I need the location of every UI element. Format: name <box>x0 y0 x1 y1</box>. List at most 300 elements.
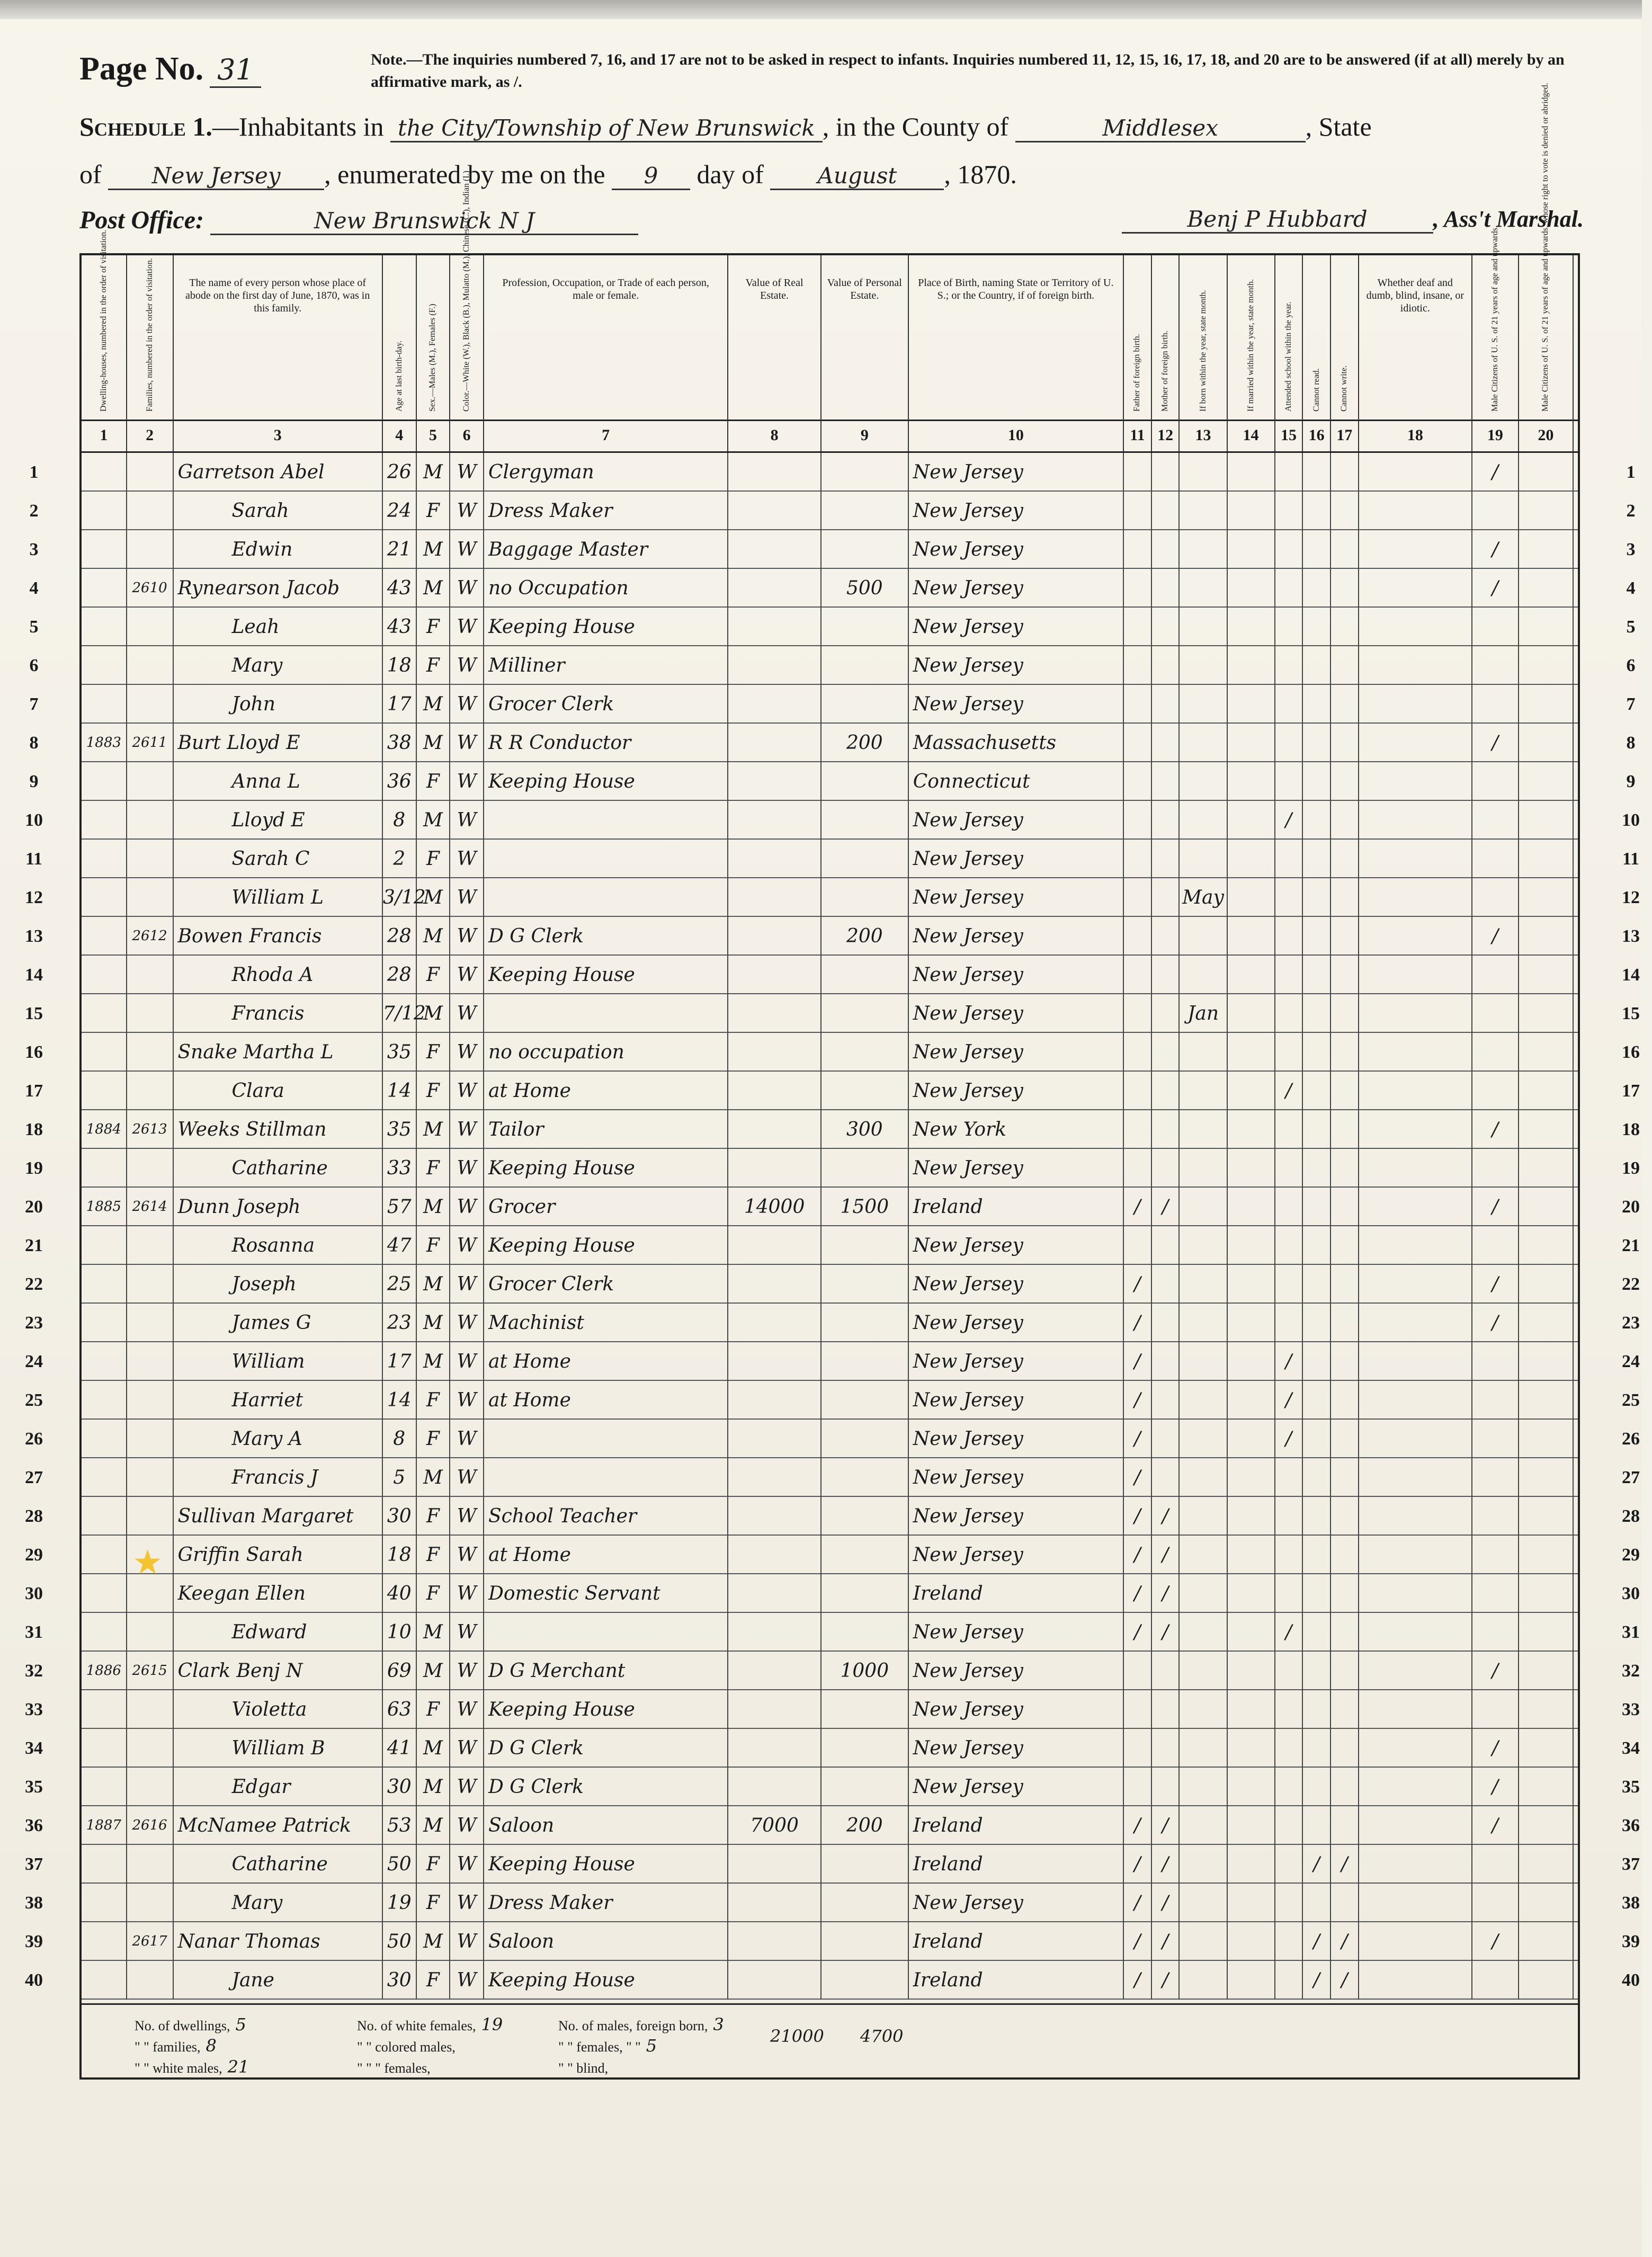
cell-cw <box>1331 1420 1359 1458</box>
cell-bm <box>1180 1420 1227 1458</box>
cell-pe <box>821 1613 909 1652</box>
cell-mm <box>1228 1188 1275 1226</box>
cell-re <box>728 646 821 685</box>
cell-birth: New Jersey <box>909 453 1124 492</box>
table-row <box>25 1845 1640 1884</box>
column-header-10 <box>909 255 1124 420</box>
cell-bm <box>1180 1149 1227 1188</box>
cell-occ: Keeping House <box>484 1961 728 2000</box>
cell-dw: 1883 <box>82 724 127 762</box>
cell-dw <box>82 1613 127 1652</box>
cell-c20 <box>1519 1536 1574 1574</box>
cell-cr <box>1303 1110 1331 1149</box>
cell-c20 <box>1519 1806 1574 1845</box>
cell-mm <box>1228 530 1275 569</box>
cell-birth: New Jersey <box>909 1265 1124 1304</box>
cell-re <box>728 724 821 762</box>
line-number-right: 20 <box>1622 1197 1640 1217</box>
cell-c19 <box>1472 685 1519 724</box>
cell-occ <box>484 840 728 878</box>
cell-sch: / <box>1275 1342 1303 1381</box>
cell-m <box>1152 917 1180 956</box>
cell-mm <box>1228 1884 1275 1922</box>
cell-sex: F <box>417 492 451 530</box>
cell-m: / <box>1152 1845 1180 1884</box>
cell-c19 <box>1472 1033 1519 1072</box>
column-number: 6 <box>450 420 484 451</box>
column-header-label: Attended school within the year. <box>1283 301 1293 412</box>
column-number: 7 <box>484 420 728 451</box>
cell-f <box>1124 1072 1152 1110</box>
cell-age: 35 <box>383 1110 417 1149</box>
cell-f: / <box>1124 1884 1152 1922</box>
table-row <box>25 956 1640 994</box>
cell-cw <box>1331 1536 1359 1574</box>
cell-mm <box>1228 762 1275 801</box>
cell-cr <box>1303 530 1331 569</box>
cell-re <box>728 1574 821 1613</box>
cell-m <box>1152 994 1180 1033</box>
cell-sex: M <box>417 1304 451 1342</box>
cell-color: W <box>450 1304 484 1342</box>
cell-re <box>728 1420 821 1458</box>
cell-pe <box>821 1884 909 1922</box>
cell-re <box>728 492 821 530</box>
column-header-18 <box>1359 255 1472 420</box>
cell-bm <box>1180 917 1227 956</box>
line-number-left: 12 <box>25 888 43 907</box>
line-number-right: 23 <box>1622 1313 1640 1333</box>
cell-sch <box>1275 1652 1303 1690</box>
line-number-right: 35 <box>1622 1777 1640 1797</box>
cell-sch <box>1275 608 1303 646</box>
cell-age: 2 <box>383 840 417 878</box>
cell-birth: New Jersey <box>909 1342 1124 1381</box>
cell-mm <box>1228 1574 1275 1613</box>
cell-c20 <box>1519 1033 1574 1072</box>
cell-birth: New York <box>909 1110 1124 1149</box>
column-number: 3 <box>174 420 383 451</box>
cell-sex: F <box>417 762 451 801</box>
cell-name: Garretson Abel <box>174 453 383 492</box>
cell-re <box>728 1729 821 1768</box>
cell-c20 <box>1519 453 1574 492</box>
cell-birth: Massachusetts <box>909 724 1124 762</box>
cell-cw <box>1331 994 1359 1033</box>
line-number-left: 3 <box>29 540 39 559</box>
cell-name: Nanar Thomas <box>174 1922 383 1961</box>
column-header-7 <box>484 255 728 420</box>
cell-re: 14000 <box>728 1188 821 1226</box>
line-number-left: 2 <box>29 501 39 521</box>
cell-def <box>1359 724 1472 762</box>
cell-cw <box>1331 1342 1359 1381</box>
cell-f <box>1124 1690 1152 1729</box>
cell-m <box>1152 1729 1180 1768</box>
state-field: New Jersey <box>108 163 324 190</box>
cell-c19 <box>1472 1149 1519 1188</box>
cell-fam <box>127 685 174 724</box>
cell-dw <box>82 1226 127 1265</box>
cell-bm <box>1180 956 1227 994</box>
cell-birth: New Jersey <box>909 492 1124 530</box>
line-number-left: 8 <box>29 733 39 753</box>
cell-f <box>1124 608 1152 646</box>
cell-cw <box>1331 1458 1359 1497</box>
column-header-17 <box>1331 255 1359 420</box>
cell-name: Sullivan Margaret <box>174 1497 383 1536</box>
table-row <box>29 569 1636 608</box>
cell-cr <box>1303 1652 1331 1690</box>
cell-c19 <box>1472 994 1519 1033</box>
cell-pe <box>821 1729 909 1768</box>
cell-pe <box>821 1342 909 1381</box>
cell-def <box>1359 530 1472 569</box>
cell-sch <box>1275 840 1303 878</box>
cell-pe: 200 <box>821 724 909 762</box>
cell-cw: / <box>1331 1845 1359 1884</box>
cell-birth: Ireland <box>909 1806 1124 1845</box>
table-row <box>25 1574 1640 1613</box>
cell-re <box>728 956 821 994</box>
page-label: Page No. <box>79 51 204 87</box>
cell-age: 41 <box>383 1729 417 1768</box>
cell-bm <box>1180 569 1227 608</box>
cell-name: Edgar <box>174 1768 383 1806</box>
cell-re <box>728 608 821 646</box>
post-office-line <box>79 206 638 235</box>
cell-dw <box>82 1536 127 1574</box>
cell-sex: M <box>417 1729 451 1768</box>
cell-sex: M <box>417 530 451 569</box>
line-number-right: 2 <box>1626 501 1636 521</box>
cell-fam <box>127 1884 174 1922</box>
cell-age: 43 <box>383 608 417 646</box>
cell-c20 <box>1519 1729 1574 1768</box>
cell-m <box>1152 1033 1180 1072</box>
cell-occ: D G Clerk <box>484 1729 728 1768</box>
cell-cr <box>1303 1420 1331 1458</box>
cell-occ: Keeping House <box>484 608 728 646</box>
cell-f: / <box>1124 1922 1152 1961</box>
cell-sch <box>1275 1188 1303 1226</box>
line-number-right: 3 <box>1626 540 1636 559</box>
cell-fam: 2610 <box>127 569 174 608</box>
cell-sch <box>1275 1536 1303 1574</box>
cell-cr <box>1303 453 1331 492</box>
column-header-13 <box>1180 255 1227 420</box>
table-row <box>25 1613 1640 1652</box>
line-number-right: 29 <box>1622 1545 1640 1565</box>
cell-sex: M <box>417 878 451 917</box>
cell-def <box>1359 685 1472 724</box>
cell-bm <box>1180 492 1227 530</box>
line-number-right: 22 <box>1622 1274 1640 1294</box>
cell-pe <box>821 1497 909 1536</box>
cell-cr <box>1303 608 1331 646</box>
cell-birth: New Jersey <box>909 1497 1124 1536</box>
cell-bm <box>1180 1768 1227 1806</box>
cell-birth: New Jersey <box>909 1536 1124 1574</box>
line-number-right: 32 <box>1622 1661 1640 1681</box>
cell-dw <box>82 762 127 801</box>
cell-birth: New Jersey <box>909 1149 1124 1188</box>
column-header-label: If born within the year, state month. <box>1198 290 1208 412</box>
column-header-label: Dwelling-houses, numbered in the order of visitation. <box>99 229 108 412</box>
cell-sch <box>1275 1922 1303 1961</box>
cell-m: / <box>1152 1922 1180 1961</box>
cell-age: 5 <box>383 1458 417 1497</box>
cell-birth: New Jersey <box>909 1226 1124 1265</box>
cell-c20 <box>1519 1304 1574 1342</box>
cell-pe <box>821 492 909 530</box>
column-number: 17 <box>1331 420 1359 451</box>
cell-name: Rhoda A <box>174 956 383 994</box>
cell-age: 30 <box>383 1497 417 1536</box>
cell-def <box>1359 762 1472 801</box>
cell-re <box>728 917 821 956</box>
cell-mm <box>1228 1845 1275 1884</box>
cell-cr <box>1303 1265 1331 1304</box>
cell-sex: F <box>417 1072 451 1110</box>
cell-mm <box>1228 1110 1275 1149</box>
cell-bm <box>1180 1845 1227 1884</box>
cell-bm <box>1180 1806 1227 1845</box>
cell-cr <box>1303 762 1331 801</box>
table-row <box>25 1922 1640 1961</box>
cell-cw <box>1331 1072 1359 1110</box>
cell-c19: / <box>1472 917 1519 956</box>
cell-sch <box>1275 1806 1303 1845</box>
line-number-left: 22 <box>25 1274 43 1294</box>
cell-m <box>1152 492 1180 530</box>
cell-c20 <box>1519 1845 1574 1884</box>
column-header-8 <box>728 255 821 420</box>
cell-name: Weeks Stillman <box>174 1110 383 1149</box>
cell-dw <box>82 1497 127 1536</box>
cell-birth: New Jersey <box>909 1613 1124 1652</box>
cell-cw <box>1331 1497 1359 1536</box>
cell-name: Joseph <box>174 1265 383 1304</box>
cell-age: 63 <box>383 1690 417 1729</box>
column-header-4 <box>383 255 417 420</box>
cell-c20 <box>1519 1884 1574 1922</box>
line-number-right: 31 <box>1622 1622 1640 1642</box>
table-row <box>29 685 1636 724</box>
line-number-left: 10 <box>25 810 43 830</box>
cell-def <box>1359 1265 1472 1304</box>
cell-bm <box>1180 1574 1227 1613</box>
cell-def <box>1359 1226 1472 1265</box>
cell-c19 <box>1472 1497 1519 1536</box>
column-header-5 <box>417 255 451 420</box>
cell-sch <box>1275 1690 1303 1729</box>
dwellings-count: No. of dwellings, 5 <box>135 2014 246 2035</box>
cell-color: W <box>450 1497 484 1536</box>
cell-dw <box>82 492 127 530</box>
cell-bm <box>1180 1304 1227 1342</box>
cell-cr <box>1303 685 1331 724</box>
line-number-right: 39 <box>1622 1932 1640 1951</box>
cell-fam <box>127 1768 174 1806</box>
cell-c19 <box>1472 608 1519 646</box>
cell-def <box>1359 878 1472 917</box>
cell-cr <box>1303 956 1331 994</box>
cell-re <box>728 1768 821 1806</box>
cell-sex: F <box>417 956 451 994</box>
cell-def <box>1359 1574 1472 1613</box>
cell-mm <box>1228 569 1275 608</box>
cell-color: W <box>450 1420 484 1458</box>
column-header-19 <box>1472 225 1519 420</box>
column-header-label: Cannot read. <box>1311 368 1321 412</box>
star-icon: ★ <box>132 1544 163 1581</box>
line-number-right: 14 <box>1622 965 1640 985</box>
cell-sex: F <box>417 1690 451 1729</box>
cell-m: / <box>1152 1884 1180 1922</box>
cell-cw <box>1331 1381 1359 1420</box>
cell-birth: New Jersey <box>909 1304 1124 1342</box>
cell-age: 53 <box>383 1806 417 1845</box>
cell-mm <box>1228 1342 1275 1381</box>
cell-fam <box>127 1420 174 1458</box>
cell-name: Clara <box>174 1072 383 1110</box>
page-number <box>79 50 261 88</box>
column-header-label: The name of every person whose place of abode on the first day of June, 1870, was in this family. <box>185 277 370 314</box>
line-number-left: 6 <box>29 656 39 675</box>
cell-occ: Keeping House <box>484 1226 728 1265</box>
cell-pe <box>821 1458 909 1497</box>
total-personal-estate: 4700 <box>860 2026 904 2046</box>
cell-cw <box>1331 801 1359 840</box>
cell-c20 <box>1519 994 1574 1033</box>
column-header-label: Cannot write. <box>1340 365 1349 412</box>
line-number-left: 38 <box>25 1893 43 1913</box>
column-header-2 <box>127 255 174 420</box>
post-office-field: New Brunswick N J <box>210 208 638 235</box>
cell-age: 35 <box>383 1033 417 1072</box>
column-header-14 <box>1228 255 1275 420</box>
table-row <box>25 1497 1640 1536</box>
cell-color: W <box>450 1149 484 1188</box>
column-header-3 <box>174 255 383 420</box>
cell-cr <box>1303 1304 1331 1342</box>
cell-occ: Saloon <box>484 1922 728 1961</box>
cell-fam <box>127 1381 174 1420</box>
cell-f <box>1124 1729 1152 1768</box>
cell-birth: Ireland <box>909 1188 1124 1226</box>
line-number-left: 14 <box>25 965 43 985</box>
cell-cr <box>1303 1188 1331 1226</box>
cell-cw <box>1331 1574 1359 1613</box>
cell-mm <box>1228 1690 1275 1729</box>
cell-sex: M <box>417 1265 451 1304</box>
cell-re <box>728 762 821 801</box>
table-row <box>25 878 1640 917</box>
cell-m: / <box>1152 1536 1180 1574</box>
cell-pe <box>821 1961 909 2000</box>
cell-fam <box>127 801 174 840</box>
foreign-females-count: " " females, " " 5 <box>558 2036 657 2056</box>
cell-name: Edwin <box>174 530 383 569</box>
cell-c20 <box>1519 492 1574 530</box>
cell-cw <box>1331 453 1359 492</box>
cell-mm <box>1228 1381 1275 1420</box>
cell-birth: New Jersey <box>909 530 1124 569</box>
cell-c19 <box>1472 1536 1519 1574</box>
cell-mm <box>1228 1458 1275 1497</box>
cell-occ <box>484 1458 728 1497</box>
cell-c20 <box>1519 1458 1574 1497</box>
cell-dw: 1885 <box>82 1188 127 1226</box>
cell-m <box>1152 1149 1180 1188</box>
cell-bm <box>1180 1729 1227 1768</box>
cell-c19 <box>1472 956 1519 994</box>
cell-occ: Grocer Clerk <box>484 685 728 724</box>
line-number-right: 25 <box>1622 1390 1640 1410</box>
cell-mm <box>1228 994 1275 1033</box>
column-number: 13 <box>1180 420 1227 451</box>
column-header-label: Sex.—Males (M.), Females (F.) <box>428 304 437 412</box>
cell-occ: School Teacher <box>484 1497 728 1536</box>
cell-color: W <box>450 1729 484 1768</box>
cell-def <box>1359 1845 1472 1884</box>
cell-sex: M <box>417 801 451 840</box>
cell-c20 <box>1519 1420 1574 1458</box>
cell-sex: F <box>417 840 451 878</box>
line-number-right: 5 <box>1626 617 1636 637</box>
cell-cw <box>1331 1806 1359 1845</box>
cell-pe: 500 <box>821 569 909 608</box>
cell-f: / <box>1124 1420 1152 1458</box>
cell-cr <box>1303 1768 1331 1806</box>
cell-mm <box>1228 801 1275 840</box>
cell-mm <box>1228 1420 1275 1458</box>
cell-re <box>728 1381 821 1420</box>
cell-fam <box>127 1072 174 1110</box>
cell-m: / <box>1152 1188 1180 1226</box>
line-number-right: 11 <box>1622 849 1640 869</box>
cell-age: 23 <box>383 1304 417 1342</box>
day-text: day of <box>696 159 764 189</box>
cell-sch <box>1275 1884 1303 1922</box>
cell-color: W <box>450 994 484 1033</box>
cell-bm <box>1180 1226 1227 1265</box>
cell-sch <box>1275 1110 1303 1149</box>
cell-mm <box>1228 1536 1275 1574</box>
cell-c20 <box>1519 1652 1574 1690</box>
cell-birth: New Jersey <box>909 956 1124 994</box>
cell-f: / <box>1124 1536 1152 1574</box>
cell-cr <box>1303 1072 1331 1110</box>
cell-cr <box>1303 1458 1331 1497</box>
cell-color: W <box>450 878 484 917</box>
cell-c20 <box>1519 1613 1574 1652</box>
cell-m <box>1152 530 1180 569</box>
cell-color: W <box>450 569 484 608</box>
blind-count: " " blind, <box>558 2060 609 2076</box>
cell-c20 <box>1519 1768 1574 1806</box>
page-number-value: 31 <box>210 53 261 88</box>
table-row <box>25 801 1640 840</box>
column-header-label: Father of foreign birth. <box>1132 334 1142 412</box>
cell-f <box>1124 453 1152 492</box>
cell-re <box>728 1458 821 1497</box>
cell-occ: D G Merchant <box>484 1652 728 1690</box>
month-field: August <box>770 163 944 190</box>
cell-fam <box>127 1033 174 1072</box>
cell-bm <box>1180 1033 1227 1072</box>
